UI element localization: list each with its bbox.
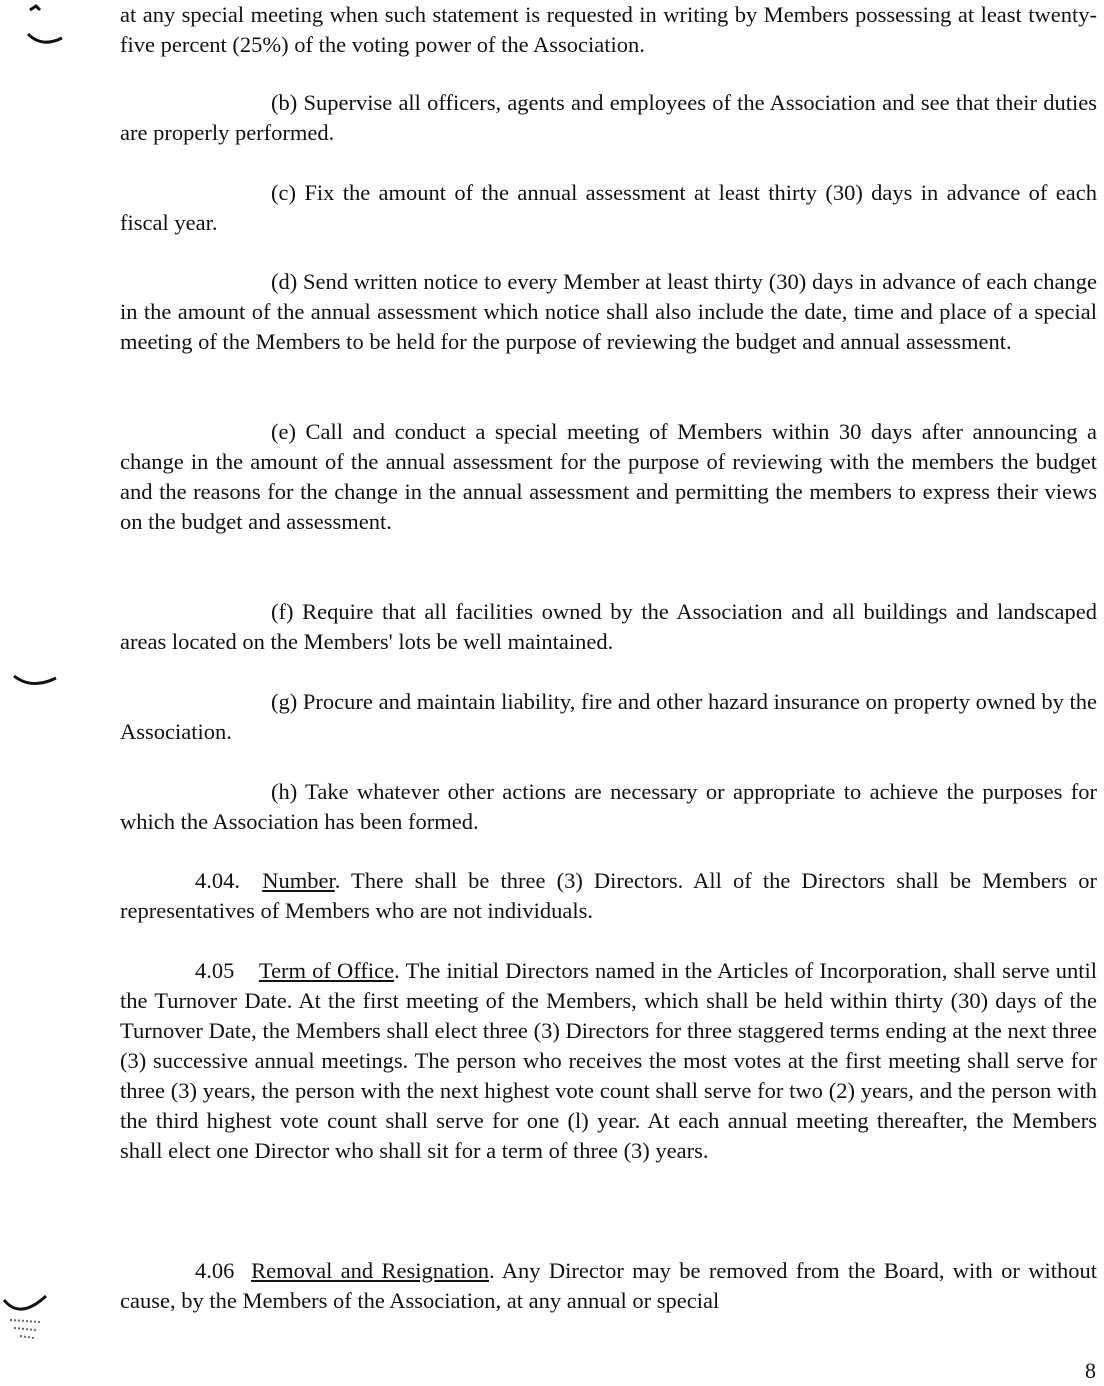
paragraph-continuation: at any special meeting when such statement is requested in writing by Members possessing at least twenty-five percent (25%) of the voting power of the Association. bbox=[120, 2, 1097, 57]
paragraph-f: (f) Require that all facilities owned by the Association and all buildings and landscaped areas located on the Members' lots be well maintained. bbox=[120, 599, 1097, 654]
page-number: 8 bbox=[1085, 1358, 1096, 1383]
section-heading: Term of Office bbox=[258, 958, 395, 983]
section-number: 4.06 bbox=[195, 1258, 235, 1283]
paragraph-c: (c) Fix the amount of the annual assessment at least thirty (30) days in advance of each fiscal year. bbox=[120, 180, 1097, 235]
section-number: 4.04. bbox=[195, 868, 240, 893]
paragraph-d: (d) Send written notice to every Member at least thirty (30) days in advance of each change in the amount of the annual assessment which notice shall also include the date, time and place of a special meeting of the Members to be held for the purpose of reviewing the budget and annual assessment. bbox=[120, 269, 1097, 354]
section-4-05 bbox=[120, 956, 1097, 1166]
paragraph-b: (b) Supervise all officers, agents and employees of the Association and see that their duties are properly performed. bbox=[120, 90, 1097, 145]
binding-mark-top bbox=[14, 0, 64, 50]
binding-mark-bottom bbox=[0, 1290, 60, 1350]
section-heading: Removal and Resignation bbox=[251, 1258, 490, 1283]
paragraph-g: (g) Procure and maintain liability, fire and other hazard insurance on property owned by the Association. bbox=[120, 689, 1097, 744]
section-number: 4.05 bbox=[195, 958, 235, 983]
binding-mark-middle bbox=[10, 668, 60, 698]
section-body: . The initial Directors named in the Articles of Incorporation, shall serve until the Turnover Date. At the first meeting of the Members, which shall be held within thirty (30) days of the Turnover Date, the Members shall elect three (3) Directors for three staggered terms ending at the next three (3) successive annual meetings. The person who receives the most votes at the first meeting shall serve for three (3) years, the person with the next highest vote count shall serve for two (2) years, and the person with the third highest vote count shall serve for one (l) year. At each annual meeting thereafter, the Members shall elect one Director who shall sit for a term of three (3) years. bbox=[120, 958, 1097, 1163]
section-body: . There shall be three (3) Directors. All of the Directors shall be Members or representatives of Members who are not individuals. bbox=[120, 868, 1097, 923]
section-body: . Any Director may be removed from the Board, with or without cause, by the Members of the Association, at any annual or special bbox=[120, 1258, 1098, 1313]
section-4-06 bbox=[120, 1256, 1097, 1316]
section-4-04 bbox=[120, 866, 1097, 926]
paragraph-e: (e) Call and conduct a special meeting of Members within 30 days after announcing a change in the amount of the annual assessment for the purpose of reviewing with the members the budget and the reasons for the change in the annual assessment and permitting the members to express their views on the budget and assessment. bbox=[120, 419, 1097, 534]
section-heading: Number bbox=[262, 868, 335, 893]
paragraph-h: (h) Take whatever other actions are necessary or appropriate to achieve the purposes for which the Association has been formed. bbox=[120, 779, 1097, 834]
